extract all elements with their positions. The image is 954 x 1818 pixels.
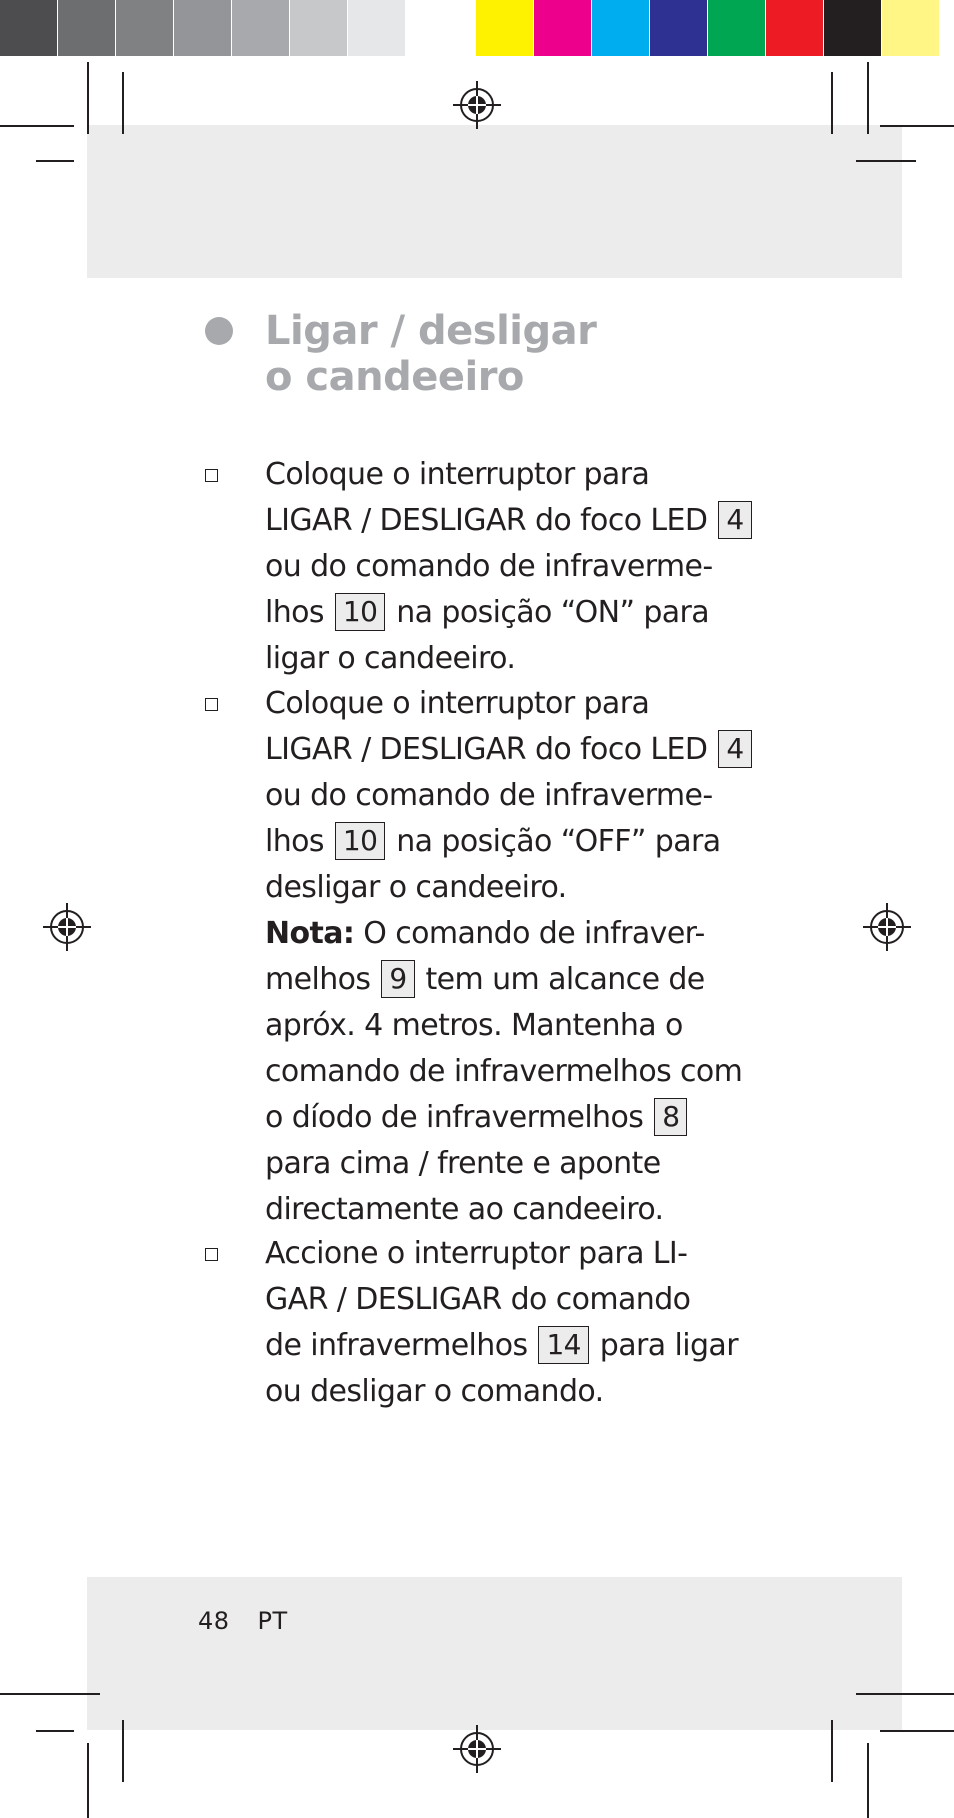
text-line [265,773,754,819]
text-line [265,452,754,498]
line-text: na posição “ON” para [387,595,710,630]
line-text: de infravermelhos [265,1328,537,1363]
line-text: ou do comando de infraverme- [265,549,713,584]
part-number-badge: 10 [335,822,385,860]
line-text: tem um alcance de [416,962,705,997]
item-text [265,452,754,682]
line-text: ou desligar o comando. [265,1374,604,1409]
part-number-badge: 9 [381,960,414,998]
text-line [265,590,754,636]
gray-swatch [174,0,231,56]
text-line [265,1323,738,1369]
line-text: Accione o interruptor para LI- [265,1236,688,1271]
line-text: lhos [265,824,333,859]
text-line [265,1277,738,1323]
text-line [265,865,754,911]
title-line-1: Ligar / desligar [265,308,597,354]
text-line [265,819,754,865]
color-swatch [708,0,765,56]
line-text: O comando de infraver- [354,916,705,951]
part-number-badge: 10 [335,593,385,631]
gray-swatch [290,0,347,56]
text-line [265,1141,754,1187]
text-line [265,1231,738,1277]
line-text: ligar o candeeiro. [265,641,516,676]
text-line [265,957,754,1003]
language-code: PT [257,1607,288,1635]
checkbox-bullet-icon [205,469,218,482]
registration-mark-icon [453,1725,501,1773]
line-text: directamente ao candeeiro. [265,1192,664,1227]
color-swatch [650,0,707,56]
line-text: o díodo de infravermelhos [265,1100,653,1135]
text-line [265,1187,754,1233]
line-text: desligar o candeeiro. [265,870,567,905]
gray-swatch [406,0,463,56]
color-swatch [534,0,591,56]
text-line [265,498,754,544]
color-swatch [476,0,533,56]
item-text [265,681,754,1233]
checkbox-bullet-icon [205,698,218,711]
color-swatch [766,0,823,56]
line-text: lhos [265,595,333,630]
text-line [265,544,754,590]
line-text: para ligar [590,1328,738,1363]
registration-mark-icon [863,903,911,951]
line-text: apróx. 4 metros. Mantenha o [265,1008,683,1043]
line-text: Coloque o interruptor para [265,457,650,492]
line-text: comando de infravermelhos com [265,1054,743,1089]
part-number-badge: 14 [538,1326,588,1364]
part-number-badge: 4 [718,730,751,768]
color-swatch [882,0,939,56]
text-line [265,1095,754,1141]
page-footer [198,1607,316,1635]
title-line-2: o candeeiro [265,354,524,400]
color-bar [0,0,940,62]
line-text: Coloque o interruptor para [265,686,650,721]
color-swatch [824,0,881,56]
gray-swatch [0,0,57,56]
registration-mark-icon [43,903,91,951]
line-text: na posição “OFF” para [387,824,721,859]
item-text [265,1231,738,1415]
gray-swatch [116,0,173,56]
line-text: ou do comando de infraverme- [265,778,713,813]
gray-swatch [232,0,289,56]
line-text: melhos [265,962,380,997]
text-line [265,1049,754,1095]
page-title [265,308,765,400]
note-label: Nota: [265,916,355,951]
registration-mark-icon [453,81,501,129]
line-text: para cima / frente e aponte [265,1146,661,1181]
text-line [265,911,754,957]
page-number: 48 [198,1607,230,1635]
text-line [265,1369,738,1415]
part-number-badge: 4 [718,501,751,539]
color-swatch [592,0,649,56]
footer-band [87,1577,902,1730]
header-band [87,125,902,278]
text-line [265,636,754,682]
part-number-badge: 8 [654,1098,687,1136]
gray-swatch [58,0,115,56]
text-line [265,681,754,727]
line-text: LIGAR / DESLIGAR do foco LED [265,732,717,767]
gray-swatch [348,0,405,56]
text-line [265,1003,754,1049]
text-line [265,727,754,773]
checkbox-bullet-icon [205,1248,218,1261]
line-text: GAR / DESLIGAR do comando [265,1282,691,1317]
line-text: LIGAR / DESLIGAR do foco LED [265,503,717,538]
heading-bullet-icon [205,317,233,345]
